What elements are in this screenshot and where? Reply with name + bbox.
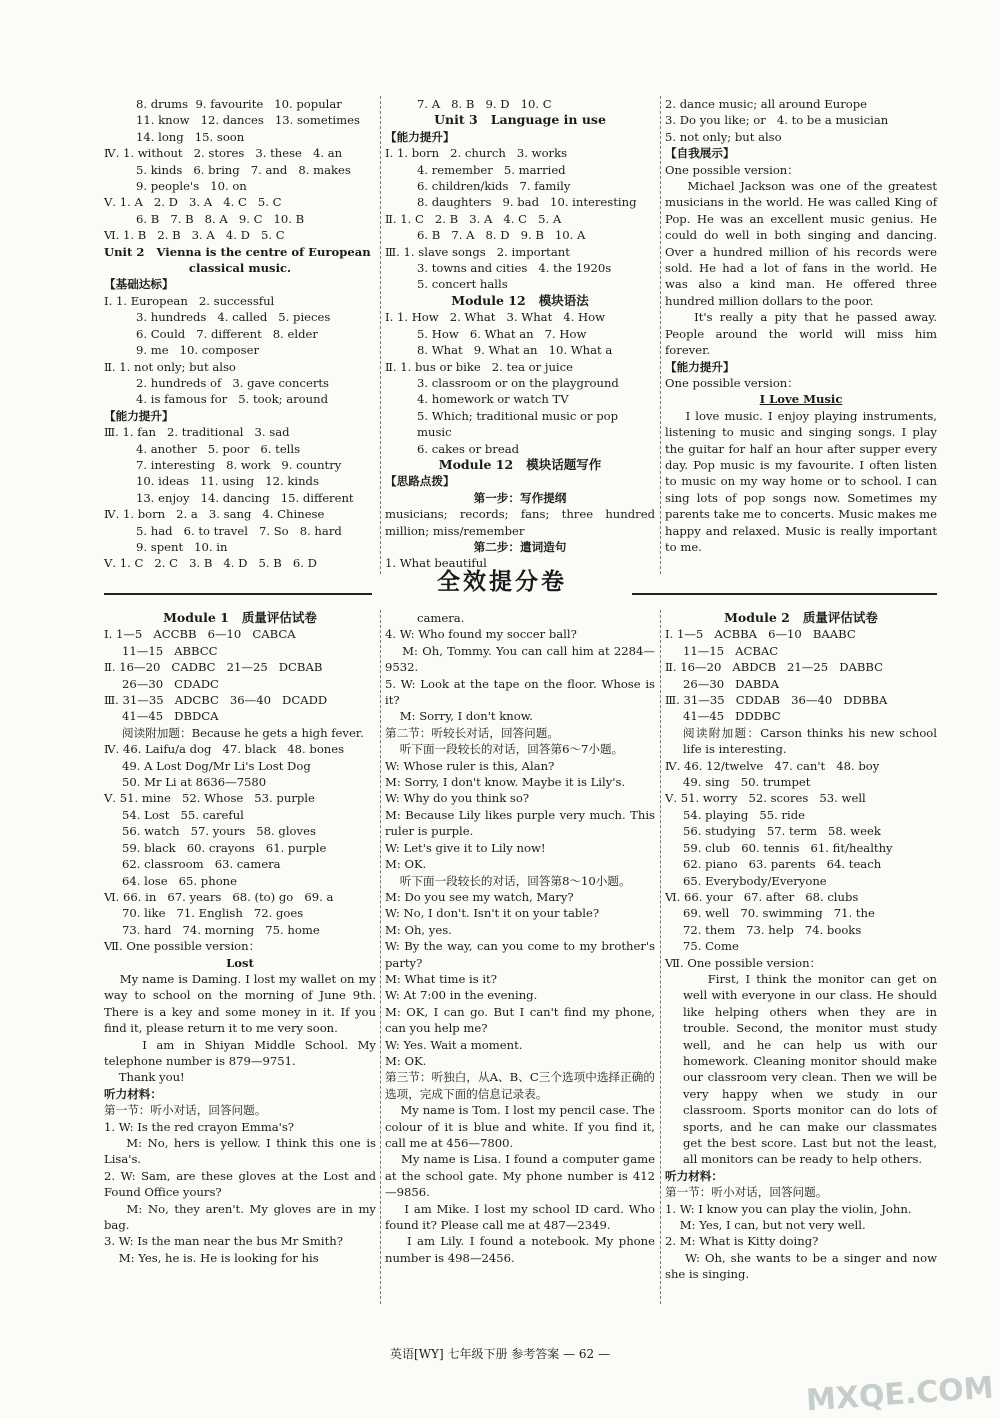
answer-line: 【思路点拨】 bbox=[385, 474, 455, 489]
answer-line: M: OK. bbox=[385, 1053, 427, 1068]
answer-line: Ⅰ. 1. European 2. successful bbox=[104, 293, 275, 308]
answer-line: W: Oh, she wants to be a singer and now she is singing. bbox=[665, 1250, 941, 1282]
answer-line: Ⅳ. 46. 12/twelve 47. can't 48. boy bbox=[665, 758, 880, 773]
answer-line: 【基础达标】 bbox=[104, 277, 174, 292]
answer-line: 5. kinds 6. bring 7. and 8. makes bbox=[136, 162, 351, 177]
answer-line: 6. cakes or bread bbox=[417, 441, 520, 456]
answer-line: Ⅱ. 1. bus or bike 2. tea or juice bbox=[385, 359, 573, 374]
answer-line: Ⅳ. 1. without 2. stores 3. these 4. an bbox=[104, 146, 343, 161]
answer-line: 69. well 70. swimming 71. the bbox=[683, 906, 875, 921]
answer-line: Ⅰ. 1. How 2. What 3. What 4. How bbox=[385, 310, 606, 325]
answer-line: Ⅱ. 1. C 2. B 3. A 4. C 5. A bbox=[385, 211, 562, 226]
answer-line: 9. spent 10. in bbox=[136, 539, 228, 554]
column-divider bbox=[380, 610, 381, 1304]
answer-line: Unit 3 Language in use bbox=[434, 112, 606, 128]
answer-line: Ⅰ. 1—5 ACBBA 6—10 BAABC bbox=[665, 627, 856, 642]
answer-line: 70. like 71. English 72. goes bbox=[122, 906, 304, 921]
answer-line: M: No, they aren't. My gloves are in my bag. bbox=[104, 1201, 380, 1233]
answer-line: 5. How 6. What an 7. How bbox=[417, 326, 587, 341]
answer-line: Ⅵ. 1. B 2. B 3. A 4. D 5. C bbox=[104, 228, 285, 243]
answer-line: 【能力提升】 bbox=[104, 408, 174, 423]
answer-line: 59. black 60. crayons 61. purple bbox=[122, 840, 327, 855]
answer-line: 2. W: Sam, are these gloves at the Lost and Found Office yours? bbox=[104, 1168, 380, 1200]
answer-line: 4. W: Who found my soccer ball? bbox=[385, 627, 577, 642]
answer-line: musicians; records; fans; three hundred million; miss/remember bbox=[385, 507, 659, 538]
answer-line: 49. A Lost Dog/Mr Li's Lost Dog bbox=[122, 758, 311, 773]
answer-line: Thank you! bbox=[104, 1070, 185, 1085]
answer-line: 6. Could 7. different 8. elder bbox=[136, 326, 318, 341]
answer-line: 8. What 9. What an 10. What a bbox=[417, 343, 613, 358]
answer-line: First, I think the monitor can get on well with everyone in our class. He should like helping others when they are in trouble. Second, the monitor must study well, and he can help us with our homework. Cleaning monitor should make our classroom very clean. Then we will be very happy when we study in our classroom. Sports monitor can do lots of sports, and he can make our classmates get the best score. Last but not the least, all monitors can be ready to help others. bbox=[683, 971, 941, 1167]
answer-line: 62. classroom 63. camera bbox=[122, 857, 281, 872]
answer-line: M: Yes, I can, but not very well. bbox=[665, 1218, 866, 1233]
answer-line: M: Because Lily likes purple very much. This ruler is purple. bbox=[385, 807, 659, 839]
answer-line: Ⅴ. 51. worry 52. scores 53. well bbox=[665, 791, 866, 806]
answer-line: My name is Daming. I lost my wallet on my way to school on the morning of June 9th. There is a key and some money in it. If you find it, please return it to me very soon. bbox=[104, 971, 380, 1036]
answer-line: 4. remember 5. married bbox=[417, 162, 566, 177]
answer-line: M: No, hers is yellow. I think this one is Lisa's. bbox=[104, 1136, 380, 1167]
answer-line: 11. know 12. dances 13. sometimes bbox=[136, 113, 360, 128]
answer-line: Ⅱ. 1. not only; but also bbox=[104, 359, 236, 374]
answer-line: M: Sorry, I don't know. bbox=[385, 709, 533, 724]
watermark-logo: MXQE.COM bbox=[805, 1370, 995, 1418]
answer-line: 4. homework or watch TV bbox=[417, 392, 569, 407]
answer-line: Ⅴ. 1. C 2. C 3. B 4. D 5. B 6. D bbox=[104, 556, 317, 571]
answer-line: 65. Everybody/Everyone bbox=[683, 873, 827, 888]
answer-line: 14. long 15. soon bbox=[136, 129, 245, 144]
answer-line: 6. B 7. B 8. A 9. C 10. B bbox=[136, 211, 305, 226]
answer-line: 2. M: What is Kitty doing? bbox=[665, 1234, 819, 1249]
answer-line: camera. bbox=[417, 611, 465, 625]
answer-line: 4. another 5. poor 6. tells bbox=[136, 441, 301, 456]
answer-line: 【能力提升】 bbox=[385, 129, 455, 144]
answer-line: 54. Lost 55. careful bbox=[122, 807, 244, 822]
answer-line: 阅读附加题：Carson thinks his new school life is interesting. bbox=[683, 725, 941, 757]
answer-line: Ⅰ. 1—5 ACCBB 6—10 CABCA bbox=[104, 627, 296, 642]
answer-line: 7. interesting 8. work 9. country bbox=[136, 457, 342, 472]
answer-line: Module 1 质量评估试卷 bbox=[163, 610, 317, 625]
answer-line: 49. sing 50. trumpet bbox=[683, 775, 811, 790]
answer-line: Lost bbox=[226, 955, 254, 970]
answer-line: classical music. bbox=[188, 261, 292, 276]
answer-line: 64. lose 65. phone bbox=[122, 873, 237, 888]
answer-line: 73. hard 74. morning 75. home bbox=[122, 922, 320, 937]
answer-line: Ⅱ. 16—20 ABDCB 21—25 DABBC bbox=[665, 660, 883, 675]
answer-line: 【能力提升】 bbox=[665, 359, 735, 374]
column-divider bbox=[660, 610, 661, 1304]
answer-line: W: Why do you think so? bbox=[385, 791, 530, 806]
answer-line: Ⅳ. 46. Laifu/a dog 47. black 48. bones bbox=[104, 742, 345, 757]
answer-line: My name is Lisa. I found a computer game at the school gate. My phone number is 412—9856. bbox=[385, 1152, 659, 1200]
answer-line: 第三节：听独白，从A、B、C三个选项中选择正确的选项，完成下面的信息记录表。 bbox=[385, 1070, 655, 1101]
answer-line: 1. What beautiful bbox=[385, 556, 487, 571]
bottom-column-3 bbox=[665, 610, 941, 1283]
answer-line: M: Sorry, I don't know. Maybe it is Lily's. bbox=[385, 775, 626, 790]
answer-line: W: Whose ruler is this, Alan? bbox=[385, 758, 555, 773]
answer-line: 3. towns and cities 4. the 1920s bbox=[417, 261, 612, 276]
answer-line: M: OK. bbox=[385, 857, 427, 872]
answer-line: M: What time is it? bbox=[385, 971, 497, 986]
answer-line: 听力材料： bbox=[665, 1168, 723, 1183]
answer-line: 9. people's 10. on bbox=[136, 179, 247, 194]
answer-line: 50. Mr Li at 8636—7580 bbox=[122, 775, 267, 790]
answer-line: 5. Which; traditional music or pop music bbox=[417, 408, 622, 440]
answer-line: 第二节：听较长对话，回答问题。 bbox=[385, 725, 559, 740]
answer-line: 9. me 10. composer bbox=[136, 343, 260, 358]
page-footer: 英语[WY] 七年级下册 参考答案 — 62 — bbox=[390, 1347, 610, 1361]
answer-line: 听下面一段较长的对话，回答第8～10小题。 bbox=[385, 873, 631, 888]
answer-line: 第一节：听小对话，回答问题。 bbox=[104, 1103, 267, 1118]
answer-line: M: Do you see my watch, Mary? bbox=[385, 889, 574, 904]
answer-line: Ⅵ. 66. your 67. after 68. clubs bbox=[665, 889, 859, 904]
answer-line: It's really a pity that he passed away. People around the world will miss him forever. bbox=[665, 310, 941, 358]
answer-line: M: Yes, he is. He is looking for his bbox=[104, 1250, 319, 1265]
answer-line: Ⅵ. 66. in 67. years 68. (to) go 69. a bbox=[104, 889, 334, 904]
column-divider bbox=[660, 96, 661, 574]
answer-line: M: OK, I can go. But I can't find my phone, can you help me? bbox=[385, 1004, 659, 1036]
answer-line: I Love Music bbox=[759, 392, 843, 407]
answer-line: 阅读附加题：Because he gets a high fever. bbox=[122, 725, 364, 740]
top-column-1 bbox=[104, 96, 376, 572]
answer-line: M: Oh, yes. bbox=[385, 922, 452, 937]
answer-line: 3. hundreds 4. called 5. pieces bbox=[136, 310, 331, 325]
banner-rule-left bbox=[104, 593, 372, 595]
answer-line: 5. had 6. to travel 7. So 8. hard bbox=[136, 523, 342, 538]
answer-line: 第一节：听小对话，回答问题。 bbox=[665, 1185, 828, 1200]
answer-line: W: At 7:00 in the evening. bbox=[385, 988, 538, 1003]
column-divider bbox=[380, 96, 381, 574]
answer-line: Module 2 质量评估试卷 bbox=[724, 610, 878, 625]
answer-line: Module 12 模块话题写作 bbox=[438, 456, 602, 472]
answer-line: 【自我展示】 bbox=[665, 146, 735, 161]
bottom-column-2 bbox=[385, 610, 659, 1266]
answer-line: M: Oh, Tommy. You can call him at 2284—9532. bbox=[385, 643, 655, 675]
answer-line: Michael Jackson was one of the greatest musicians in the world. He was called King of Pop. He was an excellent music genius. He could do well in both singing and dancing. Over a hundred million of his records were sold. He had a lot of fans in the world. He was also a kind man. He offered three hundred million dollars to the poor. bbox=[665, 179, 941, 308]
answer-line: I am in Shiyan Middle School. My telephone number is 879—9751. bbox=[104, 1037, 380, 1068]
answer-line: Ⅴ. 1. A 2. D 3. A 4. C 5. C bbox=[104, 195, 282, 210]
answer-line: One possible version： bbox=[665, 375, 799, 390]
answer-line: 4. is famous for 5. took; around bbox=[136, 392, 329, 407]
answer-line: 26—30 DABDA bbox=[683, 676, 780, 691]
answer-line: 1. W: Is the red crayon Emma's? bbox=[104, 1119, 294, 1134]
answer-line: 3. Do you like; or 4. to be a musician bbox=[665, 113, 889, 128]
answer-line: 3. W: Is the man near the bus Mr Smith? bbox=[104, 1234, 343, 1249]
answer-line: 6. children/kids 7. family bbox=[417, 179, 571, 194]
answer-line: 13. enjoy 14. dancing 15. different bbox=[136, 490, 354, 505]
answer-line: 7. A 8. B 9. D 10. C bbox=[417, 97, 552, 111]
answer-line: Module 12 模块语法 bbox=[451, 292, 589, 308]
answer-line: W: Yes. Wait a moment. bbox=[385, 1037, 523, 1052]
answer-line: W: Let's give it to Lily now! bbox=[385, 840, 546, 855]
answer-line: 10. ideas 11. using 12. kinds bbox=[136, 474, 319, 489]
answer-line: 72. them 73. help 74. books bbox=[683, 922, 862, 937]
answer-line: 11—15 ABBCC bbox=[122, 643, 218, 658]
answer-line: Ⅶ. One possible version： bbox=[665, 955, 822, 970]
answer-line: 5. not only; but also bbox=[665, 129, 782, 144]
answer-line: 第一步：写作提纲 bbox=[473, 490, 567, 505]
answer-line: 59. club 60. tennis 61. fit/healthy bbox=[683, 840, 893, 855]
answer-line: 第二步：遣词造句 bbox=[473, 539, 567, 554]
answer-line: I love music. I enjoy playing instruments, listening to music and singing songs. I play the guitar for half an hour after supper every day. Pop music is my favourite. I often listen to music on my way home or to school. I can sing lots of pop songs now. Sometimes my parents take me to concerts. Music makes me happy and relaxed. Music is really important to me. bbox=[665, 408, 941, 554]
answer-line: 听下面一段较长的对话，回答第6～7小题。 bbox=[385, 742, 624, 757]
top-column-2 bbox=[385, 96, 659, 572]
answer-line: 2. dance music; all around Europe bbox=[665, 97, 868, 111]
answer-line: Ⅳ. 1. born 2. a 3. sang 4. Chinese bbox=[104, 507, 325, 522]
answer-line: 41—45 DDDBC bbox=[683, 709, 781, 724]
answer-line: 26—30 CDADC bbox=[122, 676, 219, 691]
answer-line: 8. daughters 9. bad 10. interesting bbox=[417, 195, 637, 210]
answer-line: 6. B 7. A 8. D 9. B 10. A bbox=[417, 228, 586, 243]
answer-line: 1. W: I know you can play the violin, John. bbox=[665, 1201, 912, 1216]
answer-line: Ⅱ. 16—20 CADBC 21—25 DCBAB bbox=[104, 660, 323, 675]
answer-line: Unit 2 Vienna is the centre of European bbox=[104, 244, 371, 259]
answer-line: Ⅲ. 1. slave songs 2. important bbox=[385, 244, 570, 259]
answer-line: 41—45 DBDCA bbox=[122, 709, 219, 724]
answer-line: 听力材料： bbox=[104, 1086, 162, 1101]
answer-line: W: No, I don't. Isn't it on your table? bbox=[385, 906, 600, 921]
bottom-column-1 bbox=[104, 610, 380, 1266]
section-banner: 全效提分卷 bbox=[437, 569, 567, 595]
top-column-3 bbox=[665, 96, 941, 555]
answer-line: My name is Tom. I lost my pencil case. The colour of it is blue and white. If you find it, call me at 456—7800. bbox=[385, 1103, 659, 1150]
answer-line: 3. classroom or on the playground bbox=[417, 375, 619, 390]
answer-line: W: By the way, can you come to my brother's party? bbox=[385, 939, 659, 970]
answer-line: One possible version： bbox=[665, 162, 799, 177]
answer-line: 11—15 ACBAC bbox=[683, 643, 779, 658]
answer-line: 5. W: Look at the tape on the floor. Whose is it? bbox=[385, 676, 659, 708]
answer-line: 5. concert halls bbox=[417, 277, 508, 292]
answer-line: I am Lily. I found a notebook. My phone number is 498—2456. bbox=[385, 1234, 659, 1265]
answer-line: Ⅲ. 31—35 CDDAB 36—40 DDBBA bbox=[665, 693, 888, 708]
answer-line: 56. studying 57. term 58. week bbox=[683, 824, 881, 839]
answer-line: Ⅲ. 31—35 ADCBC 36—40 DCADD bbox=[104, 693, 328, 708]
answer-line: 2. hundreds of 3. gave concerts bbox=[136, 375, 329, 390]
answer-line: I am Mike. I lost my school ID card. Who found it? Please call me at 487—2349. bbox=[385, 1201, 659, 1233]
answer-line: Ⅶ. One possible version： bbox=[104, 939, 261, 954]
answer-line: 54. playing 55. ride bbox=[683, 807, 806, 822]
answer-line: Ⅲ. 1. fan 2. traditional 3. sad bbox=[104, 425, 290, 440]
answer-line: Ⅴ. 51. mine 52. Whose 53. purple bbox=[104, 791, 315, 806]
answer-line: Ⅰ. 1. born 2. church 3. works bbox=[385, 146, 568, 161]
answer-line: 56. watch 57. yours 58. gloves bbox=[122, 824, 316, 839]
answer-line: 62. piano 63. parents 64. teach bbox=[683, 857, 882, 872]
banner-rule-right bbox=[632, 593, 937, 595]
answer-line: 8. drums 9. favourite 10. popular bbox=[136, 97, 342, 111]
answer-line: 75. Come bbox=[683, 939, 739, 954]
